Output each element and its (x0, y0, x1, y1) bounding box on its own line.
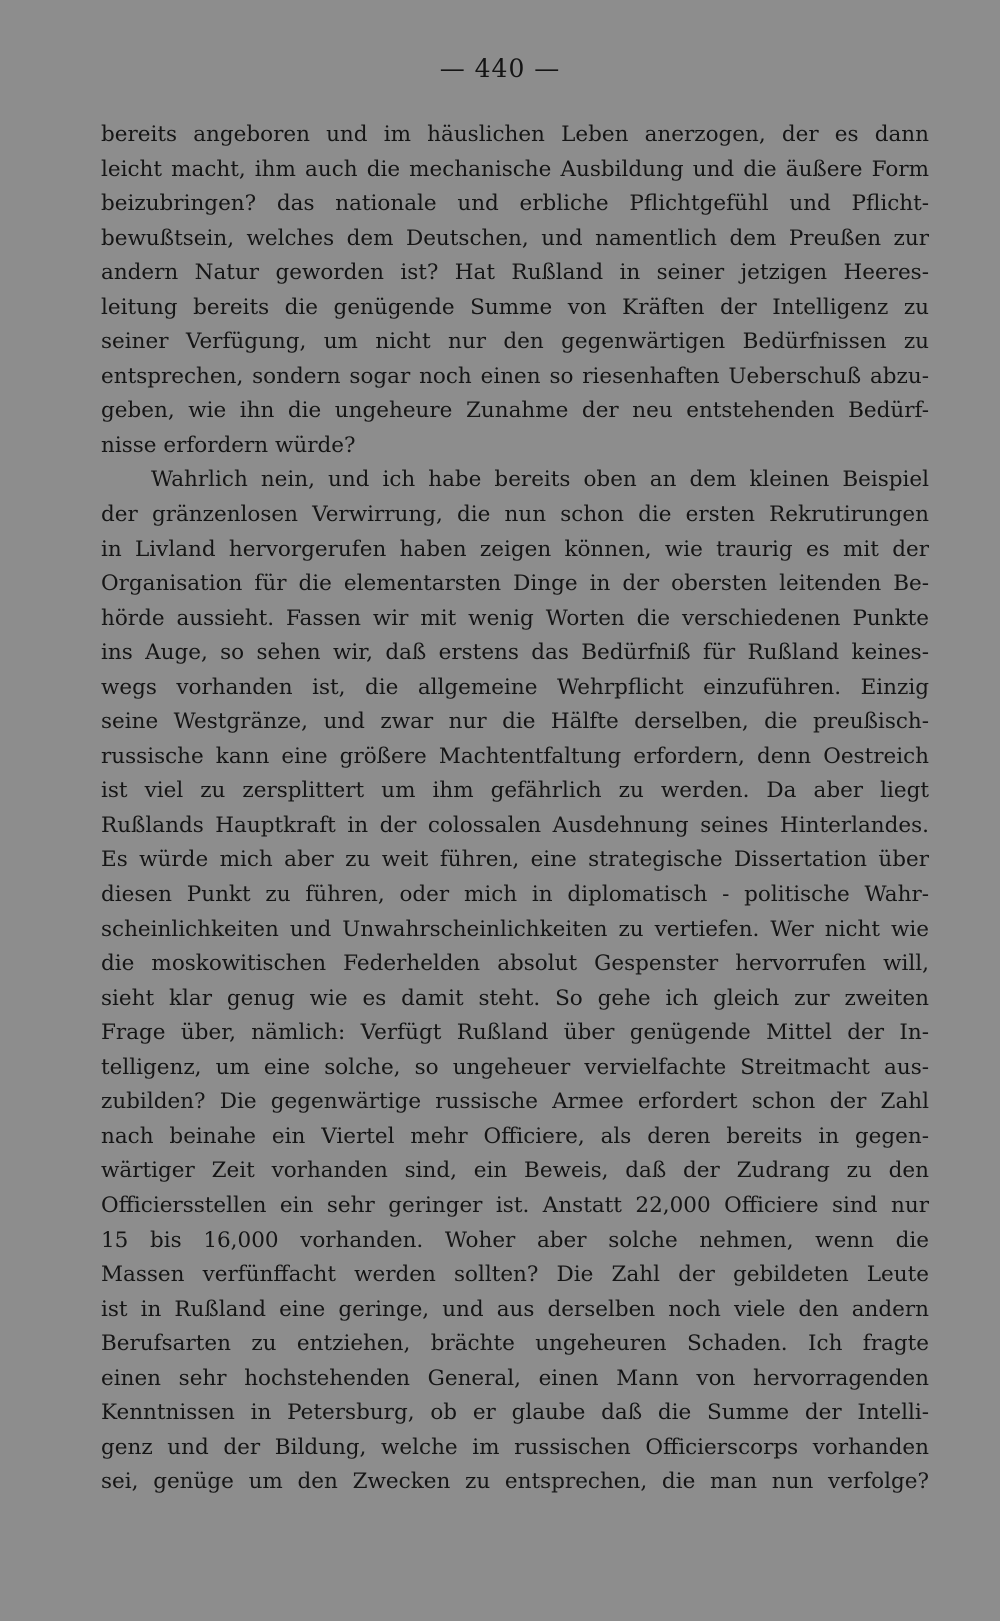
text-line: sieht klar genug wie es damit steht. So gehe ich gleich zur zweiten (101, 985, 929, 1011)
text-line: leicht macht, ihm auch die mechanische Ausbildung und die äußere Form (101, 156, 929, 182)
page-number: — 440 — (439, 54, 561, 83)
text-line: beizubringen? das nationale und erbliche Pflichtgefühl und Pflicht- (101, 191, 929, 217)
text-line: Berufsarten zu entziehen, brächte ungeheuren Schaden. Ich fragte (101, 1331, 929, 1357)
text-line: Es würde mich aber zu weit führen, eine strategische Dissertation über (101, 847, 929, 873)
text-line: russische kann eine größere Machtentfaltung erfordern, denn Oestreich (101, 743, 929, 769)
text-line: Kenntnissen in Petersburg, ob er glaube daß die Summe der Intelli- (101, 1400, 929, 1426)
body-text (101, 118, 929, 1500)
text-line: einen sehr hochstehenden General, einen Mann von hervorragenden (101, 1365, 929, 1391)
text-line: genz und der Bildung, welche im russischen Officierscorps vorhanden (101, 1434, 929, 1460)
text-line: ist viel zu zersplittert um ihm gefährlich zu werden. Da aber liegt (101, 778, 929, 804)
text-line: sei, genüge um den Zwecken zu entsprechen, die man nun verfolge? (101, 1469, 929, 1495)
text-line: der gränzenlosen Verwirrung, die nun schon die ersten Rekrutirungen (101, 502, 929, 528)
text-line: Frage über, nämlich: Verfügt Rußland über genügende Mittel der In- (101, 1020, 929, 1046)
text-line: entsprechen, sondern sogar noch einen so riesenhaften Ueberschuß abzu- (101, 363, 929, 389)
text-line: in Livland hervorgerufen haben zeigen können, wie traurig es mit der (101, 536, 929, 562)
text-line: hörde aussieht. Fassen wir mit wenig Worten die verschiedenen Punkte (101, 605, 929, 631)
text-line: bereits angeboren und im häuslichen Leben anerzogen, der es dann (101, 122, 929, 147)
text-line: scheinlichkeiten und Unwahrscheinlichkeiten zu vertiefen. Wer nicht wie (101, 916, 929, 942)
text-line: bewußtsein, welches dem Deutschen, und namentlich dem Preußen zur (101, 225, 929, 251)
text-line: seiner Verfügung, um nicht nur den gegenwärtigen Bedürfnissen zu (101, 329, 929, 355)
text-line: Massen verfünffacht werden sollten? Die Zahl der gebildeten Leute (101, 1262, 929, 1288)
text-line: seine Westgränze, und zwar nur die Hälfte derselben, die preußisch- (101, 709, 929, 735)
text-line: Organisation für die elementarsten Dinge in der obersten leitenden Be- (101, 571, 929, 597)
text-line: wegs vorhanden ist, die allgemeine Wehrpflicht einzuführen. Einzig (101, 674, 929, 700)
text-line: Rußlands Hauptkraft in der colossalen Ausdehnung seines Hinterlandes. (101, 812, 929, 838)
text-line: die moskowitischen Federhelden absolut Gespenster hervorrufen will, (101, 951, 929, 977)
text-line: geben, wie ihn die ungeheure Zunahme der neu entstehenden Bedürf- (101, 398, 929, 424)
text-line: nisse erfordern würde? (101, 432, 356, 458)
text-line: Wahrlich nein, und ich habe bereits oben an dem kleinen Beispiel (151, 467, 929, 493)
text-line: andern Natur geworden ist? Hat Rußland in seiner jetzigen Heeres- (101, 260, 929, 286)
text-line: nach beinahe ein Viertel mehr Officiere, als deren bereits in gegen- (101, 1123, 929, 1149)
text-line: zubilden? Die gegenwärtige russische Armee erfordert schon der Zahl (101, 1089, 929, 1115)
text-line: ins Auge, so sehen wir, daß erstens das Bedürfniß für Rußland keines- (101, 640, 929, 666)
text-line: diesen Punkt zu führen, oder mich in diplomatisch - politische Wahr- (101, 882, 929, 908)
text-line: ist in Rußland eine geringe, und aus derselben noch viele den andern (101, 1296, 929, 1322)
text-line: leitung bereits die genügende Summe von Kräften der Intelligenz zu (101, 294, 929, 320)
text-line: Officiersstellen ein sehr geringer ist. Anstatt 22,000 Officiere sind nur (101, 1192, 929, 1218)
text-line: 15 bis 16,000 vorhanden. Woher aber solche nehmen, wenn die (101, 1227, 929, 1253)
text-line: wärtiger Zeit vorhanden sind, ein Beweis, daß der Zudrang zu den (101, 1158, 929, 1184)
text-line: telligenz, um eine solche, so ungeheuer vervielfachte Streitmacht aus- (101, 1054, 929, 1080)
